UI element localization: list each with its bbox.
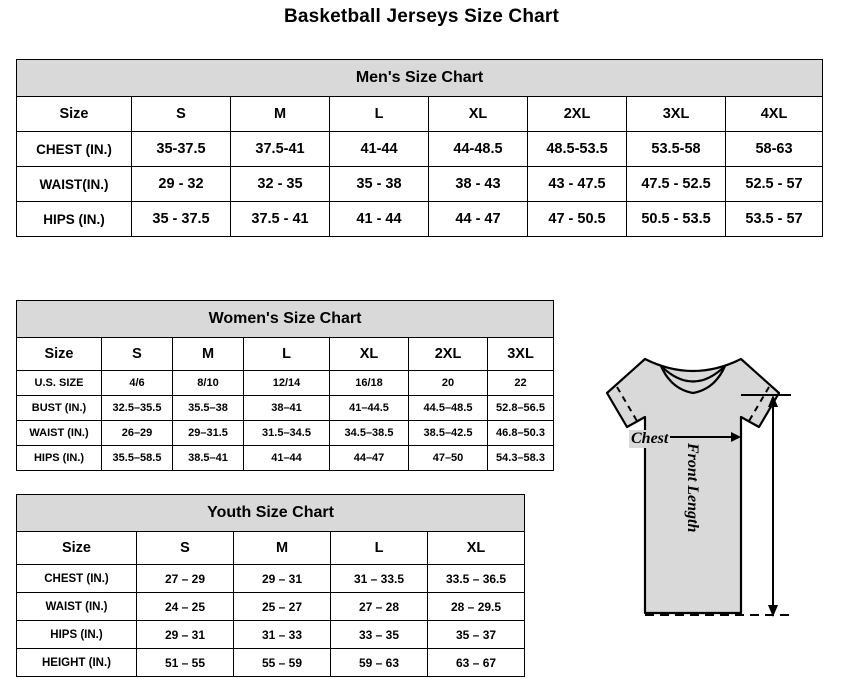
column-header: M [234, 532, 331, 565]
table-cell: 48.5-53.5 [528, 132, 627, 167]
table-cell: 32.5–35.5 [102, 396, 173, 421]
youth-table-caption: Youth Size Chart [17, 495, 525, 532]
table-cell: 24 – 25 [137, 593, 234, 621]
column-header: M [231, 97, 330, 132]
table-row [17, 132, 823, 167]
table-cell: 52.5 - 57 [726, 167, 823, 202]
table-header-row [17, 97, 823, 132]
table-cell: 27 – 29 [137, 565, 234, 593]
table-cell: 41-44 [330, 132, 429, 167]
table-row [17, 396, 554, 421]
table-cell: 44 - 47 [429, 202, 528, 237]
column-header: XL [330, 338, 409, 371]
table-cell: 59 – 63 [331, 649, 428, 677]
table-row [17, 421, 554, 446]
table-cell: 35 – 37 [428, 621, 525, 649]
column-header: S [102, 338, 173, 371]
table-cell: 26–29 [102, 421, 173, 446]
column-header: Size [17, 338, 102, 371]
table-cell: 22 [488, 371, 554, 396]
table-cell: 38.5–41 [173, 446, 244, 471]
row-label: HIPS (IN.) [17, 202, 132, 237]
table-cell: 38 - 43 [429, 167, 528, 202]
table-row [17, 371, 554, 396]
page-title: Basketball Jerseys Size Chart [283, 6, 560, 27]
table-cell: 43 - 47.5 [528, 167, 627, 202]
table-cell: 12/14 [244, 371, 330, 396]
table-cell: 31 – 33 [234, 621, 331, 649]
table-cell: 35 - 37.5 [132, 202, 231, 237]
table-row [17, 565, 525, 593]
column-header: 2XL [528, 97, 627, 132]
table-cell: 29 – 31 [234, 565, 331, 593]
table-cell: 63 – 67 [428, 649, 525, 677]
table-cell: 52.8–56.5 [488, 396, 554, 421]
table-cell: 41 - 44 [330, 202, 429, 237]
table-cell: 38.5–42.5 [409, 421, 488, 446]
column-header: Size [17, 97, 132, 132]
table-cell: 31.5–34.5 [244, 421, 330, 446]
table-row [17, 593, 525, 621]
table-cell: 58-63 [726, 132, 823, 167]
table-cell: 35 - 38 [330, 167, 429, 202]
table-cell: 44–47 [330, 446, 409, 471]
table-row [17, 649, 525, 677]
table-cell: 20 [409, 371, 488, 396]
row-label: HIPS (IN.) [17, 446, 102, 471]
mens-table-caption: Men's Size Chart [17, 60, 823, 97]
table-cell: 41–44.5 [330, 396, 409, 421]
womens-size-chart-table [16, 300, 554, 471]
column-header: 4XL [726, 97, 823, 132]
row-label: HEIGHT (IN.) [17, 649, 137, 677]
table-row [17, 621, 525, 649]
column-header: XL [428, 532, 525, 565]
row-label: WAIST (IN.) [17, 421, 102, 446]
column-header: Size [17, 532, 137, 565]
table-caption-row [17, 301, 554, 338]
column-header: 3XL [627, 97, 726, 132]
row-label: WAIST(IN.) [17, 167, 132, 202]
table-cell: 29–31.5 [173, 421, 244, 446]
table-cell: 41–44 [244, 446, 330, 471]
table-cell: 38–41 [244, 396, 330, 421]
table-row [17, 446, 554, 471]
table-cell: 16/18 [330, 371, 409, 396]
row-label: WAIST (IN.) [17, 593, 137, 621]
table-cell: 27 – 28 [331, 593, 428, 621]
column-header: L [330, 97, 429, 132]
table-cell: 47.5 - 52.5 [627, 167, 726, 202]
table-cell: 54.3–58.3 [488, 446, 554, 471]
column-header: L [244, 338, 330, 371]
table-cell: 25 – 27 [234, 593, 331, 621]
table-cell: 37.5-41 [231, 132, 330, 167]
table-caption-row [17, 495, 525, 532]
row-label: U.S. SIZE [17, 371, 102, 396]
front-length-label: Front Length [684, 443, 701, 533]
column-header: L [331, 532, 428, 565]
table-cell: 4/6 [102, 371, 173, 396]
table-cell: 33 – 35 [331, 621, 428, 649]
table-cell: 31 – 33.5 [331, 565, 428, 593]
column-header: S [137, 532, 234, 565]
row-label: CHEST (IN.) [17, 132, 132, 167]
column-header: 2XL [409, 338, 488, 371]
table-row [17, 202, 823, 237]
table-cell: 34.5–38.5 [330, 421, 409, 446]
table-cell: 50.5 - 53.5 [627, 202, 726, 237]
mens-size-chart-table [16, 59, 823, 237]
table-cell: 47 - 50.5 [528, 202, 627, 237]
table-header-row [17, 532, 525, 565]
table-row [17, 167, 823, 202]
table-cell: 8/10 [173, 371, 244, 396]
column-header: S [132, 97, 231, 132]
table-cell: 37.5 - 41 [231, 202, 330, 237]
table-cell: 44-48.5 [429, 132, 528, 167]
table-cell: 53.5-58 [627, 132, 726, 167]
row-label: BUST (IN.) [17, 396, 102, 421]
table-cell: 51 – 55 [137, 649, 234, 677]
row-label: HIPS (IN.) [17, 621, 137, 649]
chest-label: Chest [631, 430, 669, 447]
table-cell: 35-37.5 [132, 132, 231, 167]
womens-table-caption: Women's Size Chart [17, 301, 554, 338]
column-header: 3XL [488, 338, 554, 371]
table-cell: 28 – 29.5 [428, 593, 525, 621]
column-header: XL [429, 97, 528, 132]
table-cell: 47–50 [409, 446, 488, 471]
column-header: M [173, 338, 244, 371]
table-cell: 35.5–38 [173, 396, 244, 421]
youth-size-chart-table [16, 494, 525, 677]
table-header-row [17, 338, 554, 371]
table-cell: 29 – 31 [137, 621, 234, 649]
table-cell: 44.5–48.5 [409, 396, 488, 421]
table-cell: 32 - 35 [231, 167, 330, 202]
table-cell: 46.8–50.3 [488, 421, 554, 446]
row-label: CHEST (IN.) [17, 565, 137, 593]
table-cell: 35.5–58.5 [102, 446, 173, 471]
table-cell: 53.5 - 57 [726, 202, 823, 237]
table-cell: 55 – 59 [234, 649, 331, 677]
table-caption-row [17, 60, 823, 97]
table-cell: 33.5 – 36.5 [428, 565, 525, 593]
table-cell: 29 - 32 [132, 167, 231, 202]
jersey-measurement-diagram [545, 345, 843, 675]
